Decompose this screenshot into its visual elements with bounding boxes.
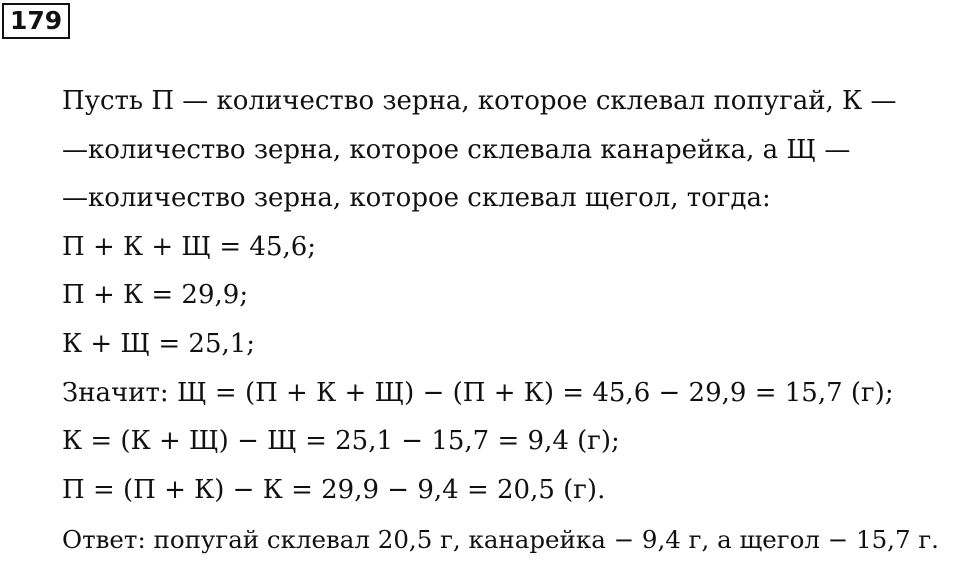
task-number-box (2, 3, 70, 39)
task-number: 179 (10, 6, 63, 35)
calc-canary: К = (К + Щ) − Щ = 25,1 − 15,7 = 9,4 (г); (62, 426, 620, 457)
equation-total: П + К + Щ = 45,6; (62, 231, 317, 262)
calc-parrot: П = (П + К) − К = 29,9 − 9,4 = 20,5 (г). (62, 474, 606, 505)
calc-goldfinch: Значит: Щ = (П + К + Щ) − (П + К) = 45,6 − 29,9 = 15,7 (г); (62, 377, 894, 408)
equation-canary-goldfinch: К + Щ = 25,1; (62, 328, 256, 359)
definition-line-1: Пусть П — количество зерна, которое склевал попугай, К — (62, 86, 897, 116)
solution-text (62, 77, 957, 565)
definition-line-3: —количество зерна, которое склевал щегол, тогда: (62, 183, 771, 214)
equation-parrot-canary: П + К = 29,9; (62, 280, 249, 311)
answer-line: Ответ: попугай склевал 20,5 г, канарейка − 9,4 г, а щегол − 15,7 г. (62, 525, 939, 555)
definition-line-2: —количество зерна, которое склевала канарейка, а Щ — (62, 134, 851, 165)
